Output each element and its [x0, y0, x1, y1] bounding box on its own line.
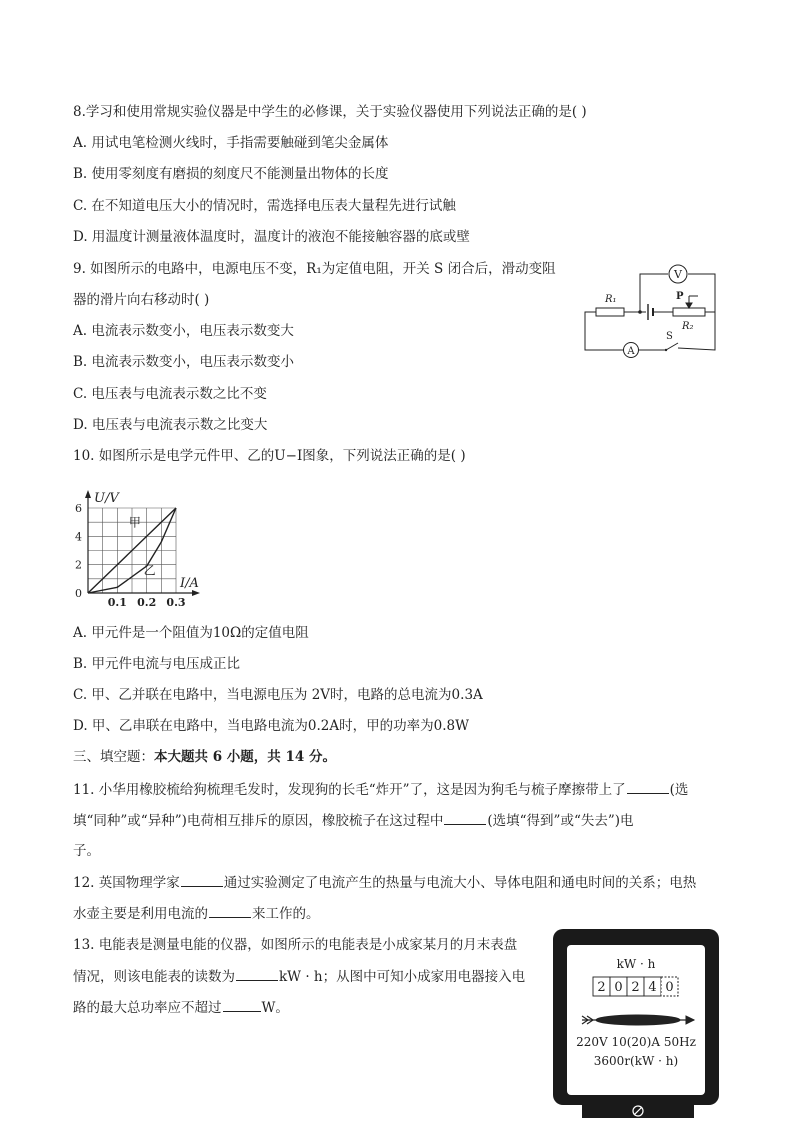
x-axis-label: I/A [180, 576, 199, 591]
q11-line3: 子。 [73, 843, 100, 859]
q13-line3-text: 路的最大总功率应不超过 [73, 1000, 222, 1016]
q13-blank-2[interactable] [223, 998, 261, 1012]
r1-label: R₁ [605, 294, 617, 305]
q11-line2-text: 填“同种”或“异种”)电荷相互排斥的原因，橡胶梳子在这过程中 [73, 813, 444, 829]
q13-line2 [73, 967, 525, 986]
q12-line2 [73, 904, 320, 923]
electricity-meter [552, 928, 720, 1120]
switch-s [666, 343, 678, 350]
q8-option-c: C. 在不知道电压大小的情况时，需选择电压表大量程先进行试触 [73, 198, 456, 214]
switch-s-label: S [666, 331, 673, 342]
meter-digit: 0 [614, 980, 623, 995]
q9-option-c: C. 电压表与电流表示数之比不变 [73, 386, 267, 402]
x-tick-label: 0.3 [166, 596, 186, 609]
y-tick-label: 0 [75, 587, 82, 600]
y-tick-label: 4 [75, 530, 82, 544]
q13-line2-text: 情况，则该电能表的读数为 [73, 969, 235, 985]
q12-line2-tail: 来工作的。 [252, 906, 320, 922]
y-axis-arrow [85, 490, 91, 498]
q9-circuit-diagram [580, 262, 720, 362]
q9-stem-line2: 器的滑片向右移动时( ) [73, 292, 210, 308]
y-tick-label: 6 [75, 502, 82, 515]
q10-option-d: D. 甲、乙串联在电路中，当电路电流为0.2A时，甲的功率为0.8W [73, 718, 469, 734]
slider-p-label: P [676, 291, 684, 302]
circuit-wire-left [585, 312, 624, 350]
q8-option-b: B. 使用零刻度有磨损的刻度尺不能测量出物体的长度 [73, 166, 389, 182]
q12-blank-1[interactable] [181, 873, 223, 887]
q11-line1 [73, 780, 688, 799]
section-3-heading [73, 748, 336, 766]
q13-line3-tail: W。 [261, 1000, 289, 1016]
meter-unit: kW · h [616, 957, 656, 971]
q10-option-c: C. 甲、乙并联在电路中，当电源电压为 2V时，电路的总电流为0.3A [73, 687, 483, 703]
q10-ui-chart [70, 478, 220, 608]
q13-blank-1[interactable] [236, 967, 278, 981]
q9-option-a: A. 电流表示数变小，电压表示数变大 [73, 323, 294, 339]
series-label-jia: 甲 [128, 515, 141, 530]
q11-line1-text: 11. 小华用橡胶梳给狗梳理毛发时，发现狗的长毛“炸开”了，这是因为狗毛与梳子摩擦带上了 [73, 782, 626, 798]
meter-constant: 3600r(kW · h) [593, 1054, 679, 1068]
meter-digit: 4 [648, 980, 657, 995]
q12-line1-text: 12. 英国物理学家 [73, 875, 180, 891]
section-3-desc: 本大题共 6 小题，共 14 分。 [154, 749, 336, 765]
q11-line1-tail: (选 [669, 782, 689, 798]
series-label-yi: 乙 [143, 563, 156, 578]
section-3-prefix: 三、填空题： [73, 749, 154, 765]
ammeter-label: A [627, 346, 635, 357]
x-tick-label: 0.2 [137, 596, 157, 609]
q13-line1: 13. 电能表是测量电能的仪器，如图所示的电能表是小成家某月的月末表盘 [73, 937, 518, 953]
q11-blank-1[interactable] [627, 780, 669, 794]
q10-stem: 10. 如图所示是电学元件甲、乙的U−I图象，下列说法正确的是( ) [73, 448, 466, 464]
q8-option-d: D. 用温度计测量液体温度时，温度计的液泡不能接触容器的底或壁 [73, 229, 470, 245]
meter-digit: 0 [665, 980, 674, 995]
q11-line2-tail: (选填“得到”或“失去”)电 [487, 813, 634, 829]
q12-line1 [73, 873, 696, 892]
x-tick-label: 0.1 [107, 596, 127, 609]
q9-stem-line1: 9. 如图所示的电路中，电源电压不变，R₁为定值电阻，开关 S 闭合后，滑动变阻 [73, 261, 556, 277]
r2-label: R₂ [682, 321, 694, 332]
q8-option-a: A. 用试电笔检测火线时，手指需要触碰到笔尖金属体 [73, 135, 389, 151]
q9-option-d: D. 电压表与电流表示数之比变大 [73, 417, 268, 433]
q12-blank-2[interactable] [209, 904, 251, 918]
q12-line1-tail: 通过实验测定了电流产生的热量与电流大小、导体电阻和通电时间的关系；电热 [223, 875, 697, 891]
y-axis-label: U/V [94, 491, 119, 506]
q9-option-b: B. 电流表示数变小，电压表示数变小 [73, 354, 295, 370]
voltmeter-label: V [674, 268, 682, 281]
q11-line2 [73, 811, 634, 830]
resistor-r2 [673, 308, 705, 316]
meter-digit-window [593, 977, 678, 996]
q11-blank-2[interactable] [444, 811, 486, 825]
meter-digit: 2 [631, 980, 640, 995]
q8-stem: 8.学习和使用常规实验仪器是中学生的必修课，关于实验仪器使用下列说法正确的是( ) [73, 104, 587, 120]
meter-digit: 2 [597, 980, 606, 995]
q13-line3 [73, 998, 289, 1017]
q13-line2-tail: kW · h；从图中可知小成家用电器接入电 [279, 969, 526, 985]
resistor-r1 [596, 308, 624, 316]
q10-option-b: B. 甲元件电流与电压成正比 [73, 656, 241, 672]
q12-line2-text: 水壶主要是利用电流的 [73, 906, 208, 922]
meter-rating: 220V 10(20)A 50Hz [576, 1035, 696, 1049]
q10-option-a: A. 甲元件是一个阻值为10Ω的定值电阻 [73, 625, 309, 641]
y-tick-label: 2 [75, 558, 82, 572]
